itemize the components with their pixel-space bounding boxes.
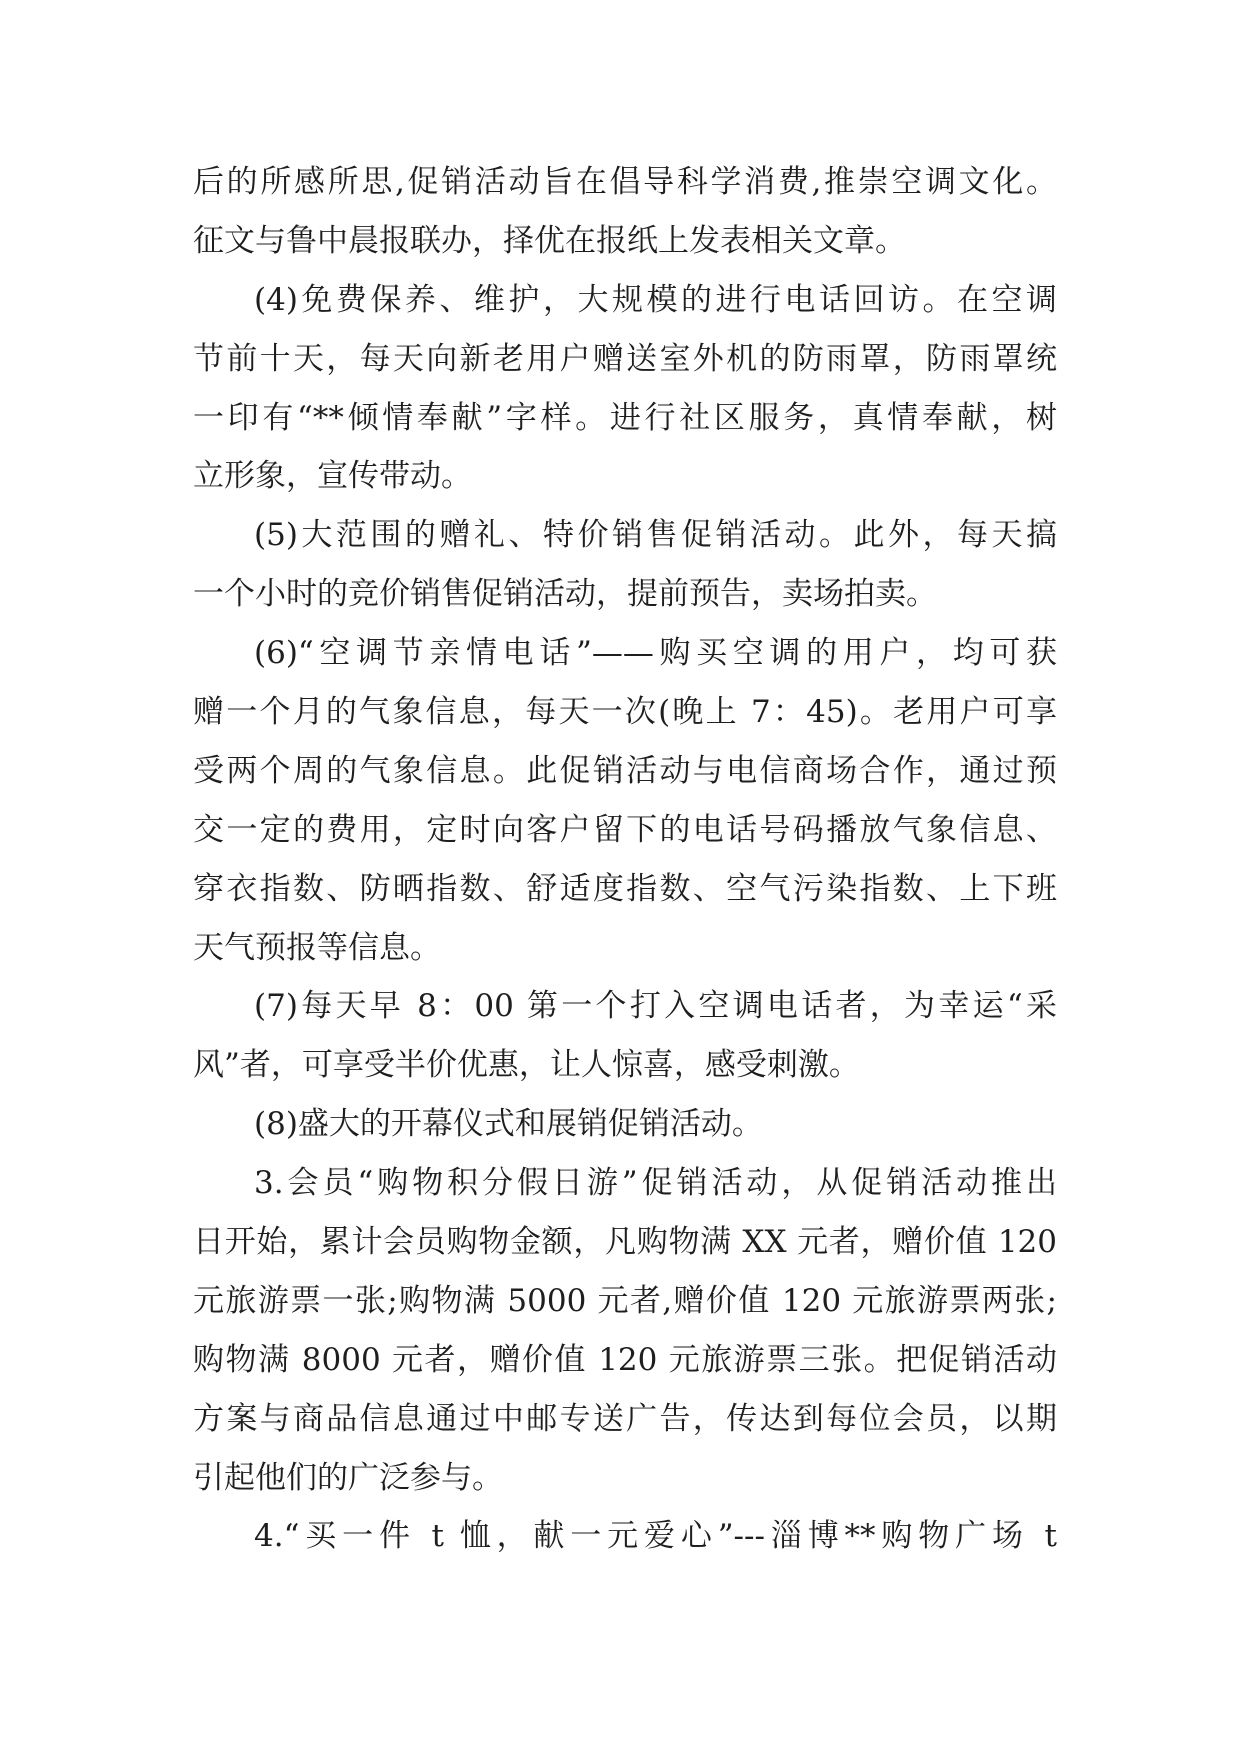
text-line: 立形象，宣传带动。 bbox=[193, 458, 472, 495]
body-text bbox=[193, 153, 1057, 1566]
text-line: 节前十天，每天向新老用户赠送室外机的防雨罩，防雨罩统 bbox=[193, 340, 1057, 377]
text-line: 一个小时的竞价销售促销活动，提前预告，卖场拍卖。 bbox=[193, 576, 937, 613]
text-line: 赠一个月的气象信息，每天一次(晚上 7：45)。老用户可享 bbox=[193, 694, 1057, 731]
text-line: 受两个周的气象信息。此促销活动与电信商场合作，通过预 bbox=[193, 752, 1057, 789]
text-line: (5)大范围的赠礼、特价销售促销活动。此外，每天搞 bbox=[254, 517, 1057, 554]
text-line: 交一定的费用，定时向客户留下的电话号码播放气象信息、 bbox=[193, 811, 1057, 848]
text-line: 日开始，累计会员购物金额，凡购物满 XX 元者，赠价值 120 bbox=[193, 1224, 1057, 1261]
text-line: 方案与商品信息通过中邮专送广告，传达到每位会员，以期 bbox=[193, 1400, 1057, 1437]
text-line: (7)每天早 8：00 第一个打入空调电话者，为幸运“采 bbox=[254, 988, 1057, 1025]
text-line: 天气预报等信息。 bbox=[193, 929, 441, 966]
text-line: (8)盛大的开幕仪式和展销促销活动。 bbox=[254, 1106, 763, 1143]
text-line: 3.会员“购物积分假日游”促销活动，从促销活动推出 bbox=[254, 1165, 1057, 1202]
text-line: 征文与鲁中晨报联办，择优在报纸上发表相关文章。 bbox=[193, 222, 906, 259]
text-line: 购物满 8000 元者，赠价值 120 元旅游票三张。把促销活动 bbox=[193, 1341, 1057, 1378]
text-line: 风”者，可享受半价优惠，让人惊喜，感受刺激。 bbox=[193, 1047, 860, 1084]
text-line: 后的所感所思,促销活动旨在倡导科学消费,推崇空调文化。 bbox=[193, 164, 1057, 200]
text-line: 穿衣指数、防晒指数、舒适度指数、空气污染指数、上下班 bbox=[193, 870, 1057, 907]
text-line: 引起他们的广泛参与。 bbox=[193, 1459, 503, 1496]
text-line: 4.“买一件 t 恤，献一元爱心”---淄博**购物广场 t bbox=[254, 1518, 1057, 1555]
text-line: 元旅游票一张;购物满 5000 元者,赠价值 120 元旅游票两张; bbox=[193, 1282, 1057, 1319]
text-line: 一印有“**倾情奉献”字样。进行社区服务，真情奉献，树 bbox=[193, 399, 1057, 436]
text-line: (6)“空调节亲情电话”——购买空调的用户，均可获 bbox=[254, 635, 1057, 672]
text-line: (4)免费保养、维护，大规模的进行电话回访。在空调 bbox=[254, 281, 1057, 318]
